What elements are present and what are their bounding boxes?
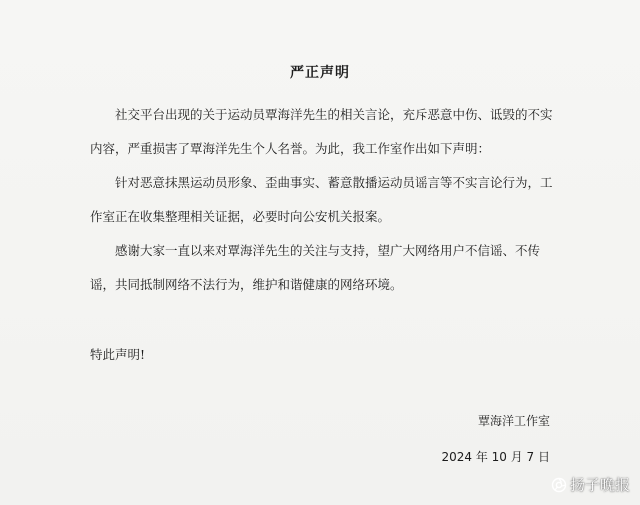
paragraph-3: 感谢大家一直以来对覃海洋先生的关注与支持，望广大网络用户不信谣、不传谣，共同抵制网络不法行为，维护和谐健康的网络环境。 xyxy=(90,243,541,292)
closing-line: 特此声明! xyxy=(90,347,146,362)
signature: 覃海洋工作室 xyxy=(477,414,550,428)
date: 2024 年 10 月 7 日 xyxy=(441,450,550,464)
paragraph-2: 针对恶意抹黑运动员形象、歪曲事实、蓄意散播运动员谣言等不实言论行为，工作室正在收集整理相关证据，必要时向公安机关报案。 xyxy=(90,175,553,224)
watermark-text: 扬子晚报 xyxy=(569,476,630,494)
camera-icon xyxy=(551,477,567,493)
watermark xyxy=(551,474,630,495)
document-title: 严正声明 xyxy=(290,65,350,81)
paragraph-1: 社交平台出现的关于运动员覃海洋先生的相关言论，充斥恶意中伤、诋毁的不实内容，严重损害了覃海洋先生个人名誉。为此，我工作室作出如下声明： xyxy=(90,107,553,156)
